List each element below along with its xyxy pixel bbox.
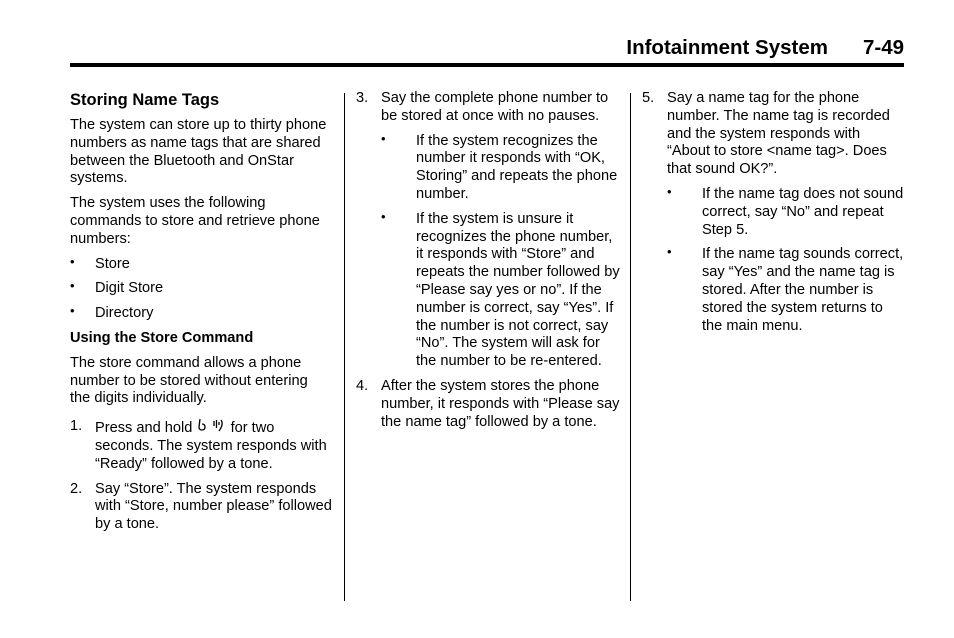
section-title: Infotainment System bbox=[626, 36, 828, 59]
bullet-icon: • bbox=[70, 278, 75, 294]
bullet-icon: • bbox=[70, 303, 75, 319]
step-number: 5. bbox=[642, 90, 655, 106]
bullet-icon: • bbox=[667, 183, 672, 199]
step-text: After the system stores the phone number, it responds with “Please say the name tag” followed by a tone. bbox=[381, 377, 620, 430]
column-2 bbox=[356, 90, 622, 438]
bullet-icon: • bbox=[667, 244, 672, 260]
command-store: Store bbox=[95, 255, 130, 272]
step-5 bbox=[642, 90, 906, 179]
list-item bbox=[70, 253, 332, 274]
list-item bbox=[70, 280, 332, 298]
column-3 bbox=[642, 90, 906, 342]
step-text-cont: for two seconds. The system responds with “Ready” followed by a tone. bbox=[95, 420, 327, 472]
bullet-text: If the system recognizes the number it responds with “OK, Storing” and repeats the phone number. bbox=[416, 132, 618, 202]
bullet-text: If the name tag sounds correct, say “Yes” and the name tag is stored. After the number is stored the system returns to the main menu. bbox=[702, 246, 904, 334]
step-text: Press and hold bbox=[95, 420, 193, 437]
paragraph-store-command: The store command allows a phone number to be stored without entering the digits individually. bbox=[70, 354, 308, 407]
column-divider-2 bbox=[630, 93, 631, 601]
column-1 bbox=[70, 90, 332, 541]
bullet-text: If the name tag does not sound correct, say “No” and repeat Step 5. bbox=[702, 185, 904, 238]
header-rule bbox=[70, 63, 904, 67]
paragraph-intro: The system can store up to thirty phone numbers as name tags that are shared between the Bluetooth and OnStar systems. bbox=[70, 117, 327, 187]
step-number: 2. bbox=[70, 480, 83, 497]
page-header bbox=[0, 36, 904, 66]
list-item bbox=[667, 246, 906, 335]
step-2 bbox=[70, 481, 332, 534]
list-item bbox=[70, 305, 332, 323]
section-heading: Storing Name Tags bbox=[70, 91, 220, 109]
command-directory: Directory bbox=[95, 305, 154, 322]
command-digit-store: Digit Store bbox=[95, 280, 164, 297]
list-item bbox=[667, 183, 906, 239]
list-item bbox=[381, 208, 622, 371]
step-text: Say a name tag for the phone number. The name tag is recorded and the system responds with “About to store <name tag>. Does that sound OK?”. bbox=[667, 90, 890, 178]
page-number: 7-49 bbox=[862, 36, 904, 59]
step-text: Say the complete phone number to be stored at once with no pauses. bbox=[381, 90, 609, 124]
step-number: 1. bbox=[70, 418, 83, 435]
list-item bbox=[381, 130, 622, 204]
column-divider-1 bbox=[344, 93, 345, 601]
step-text: Say “Store”. The system responds with “Store, number please” followed by a tone. bbox=[95, 480, 332, 533]
bullet-text: If the system is unsure it recognizes the phone number, it responds with “Store” and repeats the number followed by “Please say yes or no”. If the number is correct, say “Yes”. If the number is not correct, say “No”. The system will ask for the number to be re-entered. bbox=[416, 210, 620, 370]
step-1 bbox=[70, 418, 332, 473]
bullet-icon: • bbox=[70, 253, 75, 269]
bullet-icon: • bbox=[381, 208, 386, 224]
step-number: 4. bbox=[356, 377, 369, 394]
bullet-icon: • bbox=[381, 130, 386, 146]
step-number: 3. bbox=[356, 90, 369, 106]
paragraph-commands: The system uses the following commands to store and retrieve phone numbers: bbox=[70, 195, 320, 247]
step-3 bbox=[356, 90, 622, 126]
subsection-heading: Using the Store Command bbox=[70, 329, 254, 346]
step-4 bbox=[356, 378, 622, 431]
phone-voice-icon bbox=[196, 419, 230, 436]
